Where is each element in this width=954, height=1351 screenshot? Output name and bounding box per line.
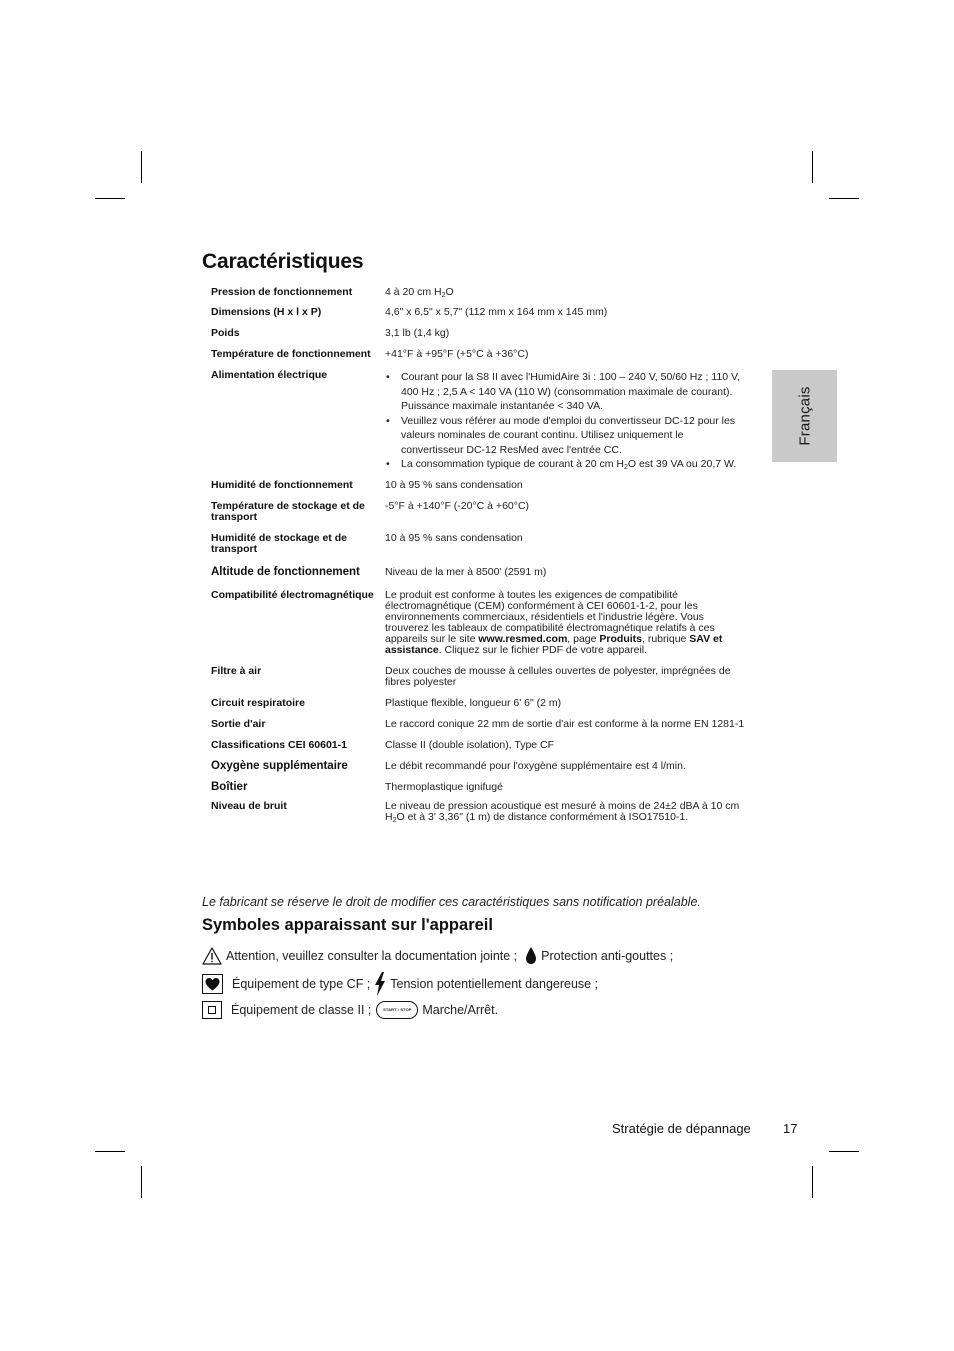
- crop-mark: [141, 151, 142, 183]
- spec-row: [211, 287, 751, 298]
- attention-label: Attention, veuillez consulter la documentation jointe ;: [226, 948, 518, 963]
- symbols-heading: Symboles apparaissant sur l'appareil: [202, 916, 493, 934]
- spec-label: Oxygène supplémentaire: [211, 759, 348, 772]
- spec-row: [211, 780, 751, 795]
- symbols-line-2: [202, 972, 598, 996]
- spec-row: [211, 719, 751, 730]
- emc-text-intro: Le produit est conforme à toutes les exigences de compatibilité électromagnétique (CEM) conformément à CEI 60601-1-2, pour les environnements commerciaux, résidentiels et l'industrie légère. Vous trouverez les tableaux de compatibilité électromagnétique relatifs à ces appareils sur le site: [385, 588, 715, 645]
- bullet-item: • La consommation typique de courant à 20 cm $H_2O$ est 39 VA ou 20,7 W.: [385, 457, 747, 472]
- crop-mark: [95, 1151, 125, 1152]
- crop-mark: [95, 198, 125, 199]
- class-ii-icon: [202, 1001, 222, 1019]
- spec-value: 3,1 lb (1,4 kg): [385, 327, 450, 339]
- spec-label: Boîtier: [211, 780, 248, 793]
- spec-label: Température de stockage et de transport: [211, 499, 365, 523]
- spec-label: Sortie d'air: [211, 717, 266, 730]
- spec-label: Poids: [211, 327, 240, 339]
- spec-value: 4,6" x 6,5" x 5,7" (112 mm x 164 mm x 145 mm): [385, 306, 608, 318]
- spec-label: Dimensions (H x l x P): [211, 306, 322, 318]
- start-stop-icon: START / STOP: [376, 1001, 418, 1019]
- bullet-item: • Courant pour la S8 II avec l'HumidAire 3i : 100 – 240 V, 50/60 Hz ; 110 V, 400 Hz ; 2,5 A < 140 VA (110 W) (consommation maximale de courant). Puissance maximale instantanée < 340 VA.: [385, 370, 747, 414]
- spec-label: Humidité de fonctionnement: [211, 478, 353, 491]
- emc-website: www.resmed.com: [478, 632, 568, 645]
- crop-mark: [829, 198, 859, 199]
- spec-row: [211, 349, 751, 360]
- spec-label: Humidité de stockage et de transport: [211, 531, 347, 555]
- crop-mark: [812, 1166, 813, 1198]
- crop-mark: [141, 1166, 142, 1198]
- spec-value: 10 à 95 % sans condensation: [385, 531, 523, 544]
- spec-value: Le niveau de pression acoustique est mesuré à moins de 24±2 dBA à 10 cm $H_2O$ et à 3' 3,36" (1 m) de distance conformément à ISO17510-1.: [385, 799, 740, 824]
- spec-row: [211, 801, 751, 823]
- page-title: Caractéristiques: [202, 250, 364, 273]
- spec-value: Classe II (double isolation), Type CF: [385, 738, 555, 751]
- cf-heart-box-icon: [202, 974, 223, 994]
- symbols-line-1: [202, 946, 673, 965]
- crop-mark: [812, 151, 813, 183]
- specs-disclaimer: Le fabricant se réserve le droit de modifier ces caractéristiques sans notification préalable.: [202, 895, 701, 909]
- spec-label: Classifications CEI 60601-1: [211, 738, 347, 751]
- spec-label: Niveau de bruit: [211, 799, 287, 812]
- spec-label: Circuit respiratoire: [211, 696, 305, 709]
- spec-value: Deux couches de mousse à cellules ouvertes de polyester, imprégnées de fibres polyester: [385, 664, 731, 688]
- language-tab: [772, 370, 837, 462]
- spec-value: +41°F à +95°F (+5°C à +36°C): [385, 348, 529, 360]
- spec-label: Température de fonctionnement: [211, 348, 371, 360]
- emc-text: , rubrique: [642, 632, 690, 645]
- spec-row: [211, 590, 751, 656]
- class-ii-label: Équipement de classe II ;: [231, 1003, 372, 1017]
- spec-row: [211, 307, 751, 318]
- spec-label: Filtre à air: [211, 664, 262, 677]
- dangerous-voltage-label: Tension potentiellement dangereuse ;: [390, 977, 599, 991]
- spec-value: Thermoplastique ignifugé: [385, 780, 503, 793]
- specifications-table: [211, 287, 751, 823]
- spec-row: [211, 533, 751, 555]
- spec-value: Le raccord conique 22 mm de sortie d'air est conforme à la norme EN 1281-1: [385, 717, 745, 730]
- spec-row: [211, 698, 751, 709]
- spec-row: [211, 501, 751, 523]
- drip-proof-icon: [525, 946, 537, 965]
- spec-row: [211, 666, 751, 688]
- warning-triangle-icon: [202, 947, 222, 965]
- spec-row: [211, 759, 751, 774]
- emc-text-end: . Cliquez sur le fichier PDF de votre appareil.: [438, 643, 648, 656]
- on-off-label: Marche/Arrêt.: [422, 1003, 499, 1017]
- spec-value: -5°F à +140°F (-20°C à +60°C): [385, 499, 530, 512]
- lightning-bolt-icon: [374, 972, 386, 996]
- heart-icon: [203, 975, 222, 993]
- emc-rubric-name: SAV et assistance: [385, 632, 723, 656]
- spec-label: Compatibilité électromagnétique: [211, 588, 374, 601]
- spec-row: [211, 370, 751, 472]
- spec-row: [211, 565, 751, 580]
- power-bullet-list: [385, 370, 747, 472]
- spec-value: Plastique flexible, longueur 6' 6" (2 m): [385, 696, 562, 709]
- spec-label: Alimentation électrique: [211, 369, 328, 381]
- spec-value: [385, 370, 747, 472]
- spec-label: Pression de fonctionnement: [211, 286, 353, 298]
- spec-label: Altitude de fonctionnement: [211, 565, 360, 578]
- spec-value: 4 à 20 cm $H_2O$: [385, 286, 454, 299]
- spec-value: Niveau de la mer à 8500' (2591 m): [385, 565, 547, 578]
- drip-proof-label: Protection anti-gouttes ;: [541, 948, 674, 963]
- spec-value: [385, 590, 747, 656]
- spec-row: [211, 740, 751, 751]
- spec-row: [211, 480, 751, 491]
- symbols-line-3: [202, 1001, 498, 1019]
- language-tab-label: Français: [796, 386, 813, 446]
- emc-page-name: Produits: [599, 632, 643, 645]
- emc-text: , page: [567, 632, 600, 645]
- cf-equipment-label: Équipement de type CF ;: [232, 977, 371, 991]
- spec-value: 10 à 95 % sans condensation: [385, 478, 523, 491]
- bullet-item: • Veuillez vous référer au mode d'emploi du convertisseur DC-12 pour les valeurs nominales de courant continu. Utilisez uniquement le convertisseur DC-12 ResMed avec l'entrée CC.: [385, 414, 747, 458]
- footer-section-title: Stratégie de dépannage: [612, 1121, 751, 1136]
- crop-mark: [829, 1151, 859, 1152]
- spec-row: [211, 328, 751, 339]
- page-number: 17: [783, 1121, 798, 1136]
- spec-value: Le débit recommandé pour l'oxygène supplémentaire est 4 l/min.: [385, 759, 686, 772]
